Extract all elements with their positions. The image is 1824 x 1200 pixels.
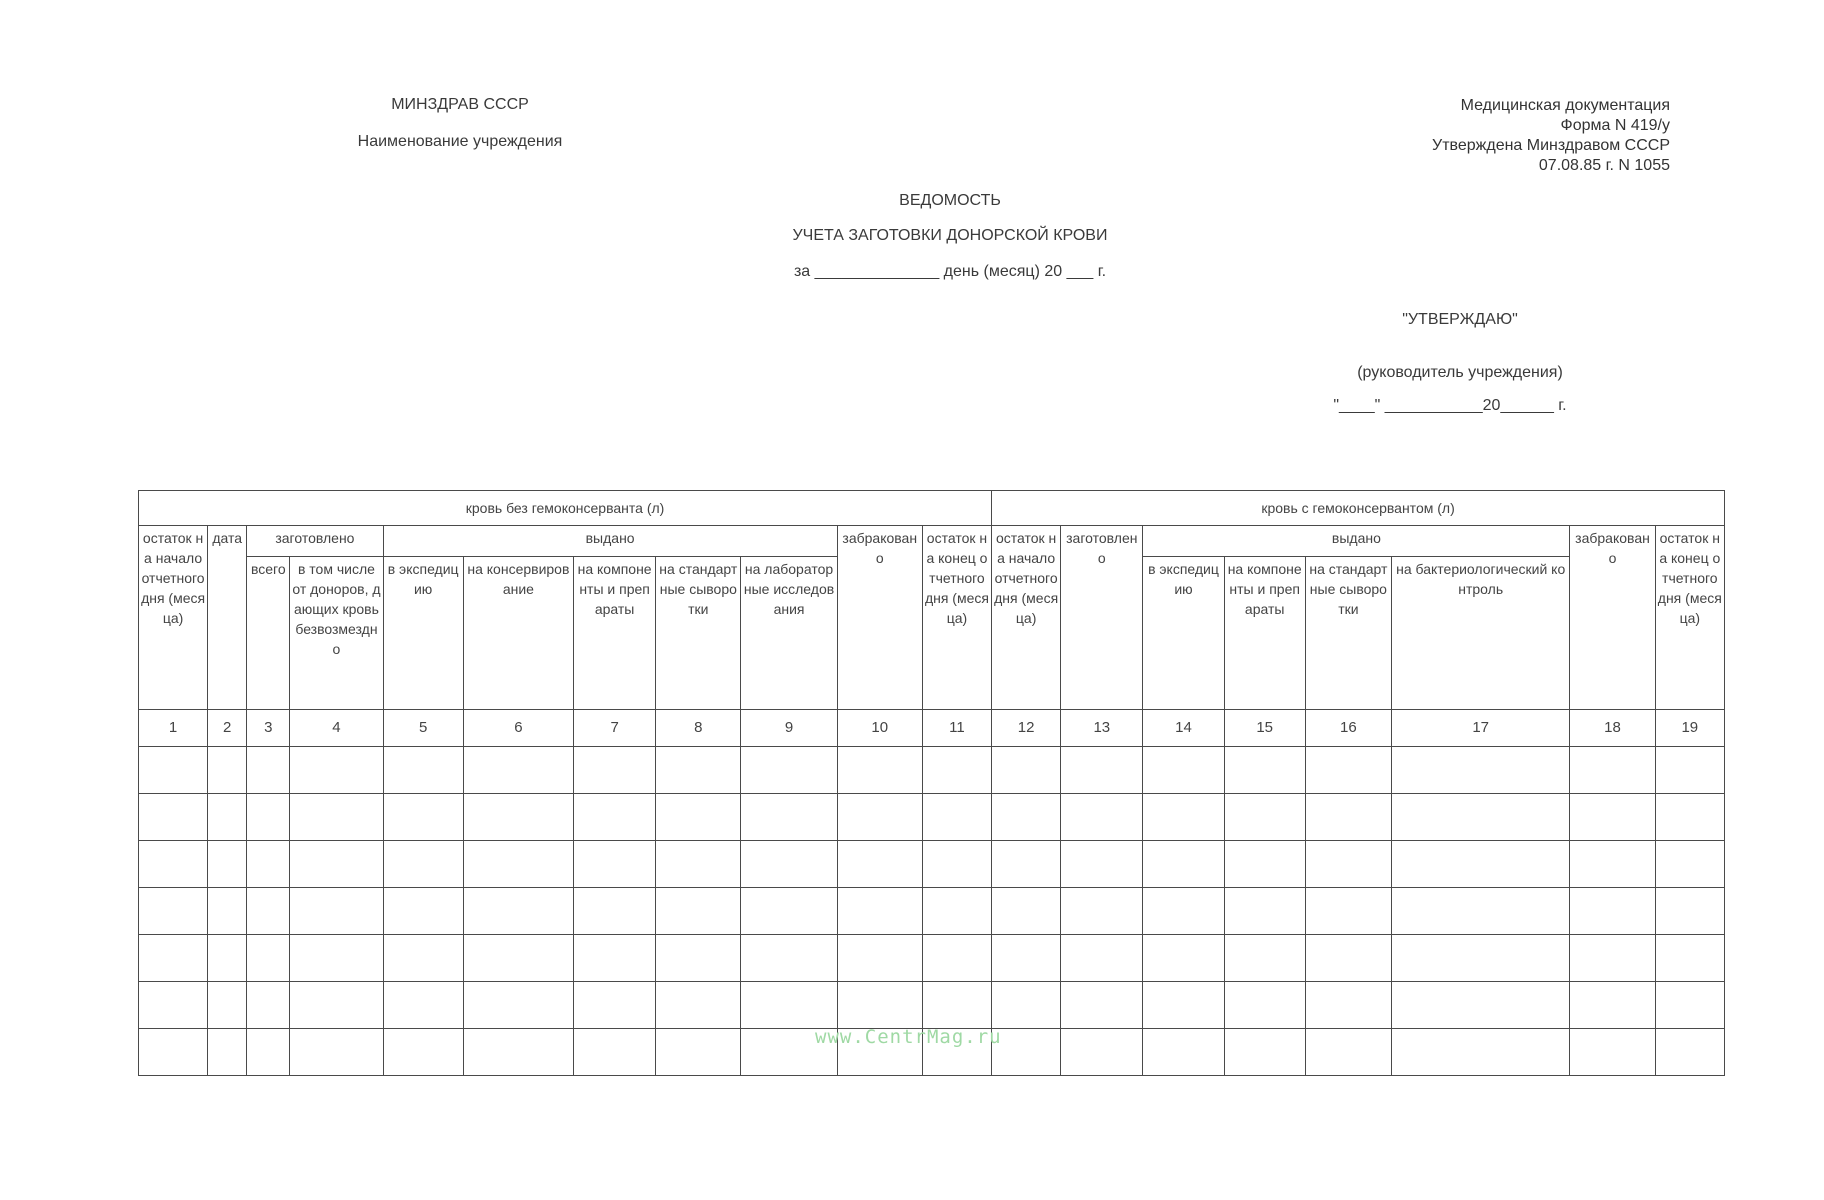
col-balance-start: остаток на начало отчетного дня (месяца)	[139, 526, 208, 710]
column-number: 10	[837, 710, 922, 747]
table-cell[interactable]	[1143, 794, 1224, 841]
col-to-components: на компоненты и препараты	[574, 557, 656, 710]
table-cell[interactable]	[574, 794, 656, 841]
table-cell[interactable]	[139, 1029, 208, 1076]
table-cell[interactable]	[574, 935, 656, 982]
table-cell[interactable]	[247, 982, 290, 1029]
col-procured: заготовлено	[247, 526, 383, 557]
table-cell[interactable]	[290, 794, 383, 841]
table-cell[interactable]	[139, 935, 208, 982]
form-info-line: Утверждена Минздравом СССР	[1432, 137, 1670, 154]
table-cell[interactable]	[837, 935, 922, 982]
table-cell[interactable]	[1061, 841, 1143, 888]
table-cell[interactable]	[1143, 747, 1224, 794]
table-cell[interactable]	[1570, 935, 1655, 982]
table-cell[interactable]	[463, 935, 573, 982]
table-cell[interactable]	[1305, 1029, 1391, 1076]
table-cell[interactable]	[656, 888, 741, 935]
table-cell[interactable]	[656, 794, 741, 841]
table-cell[interactable]	[1061, 935, 1143, 982]
table-cell[interactable]	[1570, 747, 1655, 794]
table-cell[interactable]	[1391, 888, 1569, 935]
col-date: дата	[208, 526, 247, 710]
col-total: всего	[247, 557, 290, 710]
table-cell[interactable]	[1655, 794, 1724, 841]
table-cell[interactable]	[741, 747, 837, 794]
table-cell[interactable]	[741, 935, 837, 982]
col-to-sera-2: на стандартные сыворотки	[1305, 557, 1391, 710]
table-cell[interactable]	[247, 794, 290, 841]
table-cell[interactable]	[1061, 982, 1143, 1029]
column-number: 14	[1143, 710, 1224, 747]
table-cell[interactable]	[1061, 794, 1143, 841]
col-to-bacterio: на бактериологический контроль	[1391, 557, 1569, 710]
table-cell[interactable]	[992, 982, 1061, 1029]
form-info-line: Форма N 419/у	[1560, 117, 1670, 134]
column-number: 15	[1224, 710, 1305, 747]
table-cell[interactable]	[208, 794, 247, 841]
table-cell[interactable]	[290, 935, 383, 982]
table-cell[interactable]	[1655, 935, 1724, 982]
table-cell[interactable]	[290, 1029, 383, 1076]
table-cell[interactable]	[837, 888, 922, 935]
table-cell[interactable]	[247, 888, 290, 935]
col-rejected-2: забраковано	[1570, 526, 1655, 710]
table-cell[interactable]	[463, 794, 573, 841]
table-cell[interactable]	[1305, 794, 1391, 841]
table-cell[interactable]	[247, 935, 290, 982]
period-line: за ______________ день (месяц) 20 ___ г.	[793, 263, 1107, 280]
table-cell[interactable]	[922, 982, 991, 1029]
table-cell[interactable]	[1391, 794, 1569, 841]
table-cell[interactable]	[139, 747, 208, 794]
table-cell[interactable]	[1391, 841, 1569, 888]
table-row	[139, 982, 1725, 1029]
table-cell[interactable]	[1655, 888, 1724, 935]
table-cell[interactable]	[290, 747, 383, 794]
table-cell[interactable]	[1224, 888, 1305, 935]
table-cell[interactable]	[574, 1029, 656, 1076]
table-cell[interactable]	[1655, 747, 1724, 794]
table-cell[interactable]	[922, 794, 991, 841]
ministry-name: МИНЗДРАВ СССР	[391, 96, 529, 113]
col-issued-2: выдано	[1143, 526, 1570, 557]
column-number: 3	[247, 710, 290, 747]
watermark: www.CentrMag.ru	[815, 1026, 1002, 1048]
table-cell[interactable]	[383, 794, 463, 841]
table-cell[interactable]	[1224, 982, 1305, 1029]
table-cell[interactable]	[1143, 935, 1224, 982]
table-cell[interactable]	[290, 888, 383, 935]
table-cell[interactable]	[656, 935, 741, 982]
column-number: 8	[656, 710, 741, 747]
table-row	[139, 794, 1725, 841]
table-cell[interactable]	[741, 888, 837, 935]
table-cell[interactable]	[992, 888, 1061, 935]
approver-label: (руководитель учреждения)	[1357, 364, 1563, 381]
table-cell[interactable]	[922, 747, 991, 794]
table-cell[interactable]	[139, 794, 208, 841]
blood-ledger-table	[138, 490, 1725, 1076]
table-cell[interactable]	[139, 888, 208, 935]
table-cell[interactable]	[837, 982, 922, 1029]
table-cell[interactable]	[1570, 841, 1655, 888]
column-number: 12	[992, 710, 1061, 747]
table-cell[interactable]	[290, 982, 383, 1029]
table-cell[interactable]	[656, 841, 741, 888]
table-cell[interactable]	[1224, 794, 1305, 841]
table-cell[interactable]	[383, 1029, 463, 1076]
group-header-without-preservative: кровь без гемоконсерванта (л)	[139, 491, 992, 526]
table-cell[interactable]	[463, 841, 573, 888]
col-to-components-2: на компоненты и препараты	[1224, 557, 1305, 710]
form-info-line: Медицинская документация	[1460, 97, 1670, 114]
approve-stamp: "УТВЕРЖДАЮ"	[1402, 311, 1518, 328]
table-cell[interactable]	[1655, 841, 1724, 888]
table-cell[interactable]	[1570, 794, 1655, 841]
table-cell[interactable]	[383, 888, 463, 935]
table-cell[interactable]	[139, 982, 208, 1029]
document-subtitle: УЧЕТА ЗАГОТОВКИ ДОНОРСКОЙ КРОВИ	[792, 227, 1108, 244]
table-cell[interactable]	[383, 841, 463, 888]
table-cell[interactable]	[1570, 888, 1655, 935]
column-number: 17	[1391, 710, 1569, 747]
table-cell[interactable]	[1061, 747, 1143, 794]
table-cell[interactable]	[463, 888, 573, 935]
table-cell[interactable]	[247, 841, 290, 888]
table-cell[interactable]	[992, 794, 1061, 841]
table-cell[interactable]	[247, 747, 290, 794]
col-rejected: забраковано	[837, 526, 922, 710]
col-issued: выдано	[383, 526, 837, 557]
table-cell[interactable]	[922, 841, 991, 888]
column-number: 6	[463, 710, 573, 747]
column-number: 18	[1570, 710, 1655, 747]
table-cell[interactable]	[656, 982, 741, 1029]
table-cell[interactable]	[1391, 747, 1569, 794]
table-cell[interactable]	[208, 888, 247, 935]
table-row	[139, 841, 1725, 888]
table-cell[interactable]	[383, 747, 463, 794]
table-cell[interactable]	[1305, 841, 1391, 888]
table-cell[interactable]	[1143, 982, 1224, 1029]
col-balance-start-2: остаток на начало отчетного дня (месяца)	[992, 526, 1061, 710]
table-cell[interactable]	[574, 982, 656, 1029]
table-cell[interactable]	[741, 794, 837, 841]
table-cell[interactable]	[383, 935, 463, 982]
table-cell[interactable]	[574, 888, 656, 935]
table-cell[interactable]	[1143, 1029, 1224, 1076]
table-cell[interactable]	[1655, 1029, 1724, 1076]
form-info	[1280, 96, 1670, 176]
table-cell[interactable]	[139, 841, 208, 888]
col-free-donors: в том числе от доноров, дающих кровь безвозмездно	[290, 557, 383, 710]
table-cell[interactable]	[383, 982, 463, 1029]
table-cell[interactable]	[992, 841, 1061, 888]
table-cell[interactable]	[1305, 982, 1391, 1029]
table-cell[interactable]	[1570, 982, 1655, 1029]
approve-date-line: "____" ___________20______ г.	[1333, 397, 1567, 414]
col-to-expedition: в экспедицию	[383, 557, 463, 710]
table-cell[interactable]	[1655, 982, 1724, 1029]
table-cell[interactable]	[1305, 935, 1391, 982]
table-cell[interactable]	[208, 841, 247, 888]
document-title: ВЕДОМОСТЬ	[899, 192, 1001, 209]
table-cell[interactable]	[1143, 888, 1224, 935]
table-cell[interactable]	[247, 1029, 290, 1076]
table-cell[interactable]	[922, 935, 991, 982]
column-number: 7	[574, 710, 656, 747]
table-cell[interactable]	[1143, 841, 1224, 888]
table-cell[interactable]	[463, 747, 573, 794]
table-cell[interactable]	[1305, 888, 1391, 935]
column-number: 9	[741, 710, 837, 747]
form-info-line: 07.08.85 г. N 1055	[1538, 157, 1670, 174]
group-header-with-preservative: кровь с гемоконсервантом (л)	[992, 491, 1725, 526]
table-cell[interactable]	[1061, 1029, 1143, 1076]
col-balance-end-2: остаток на конец отчетного дня (месяца)	[1655, 526, 1724, 710]
column-number: 16	[1305, 710, 1391, 747]
table-cell[interactable]	[741, 841, 837, 888]
table-cell[interactable]	[1224, 1029, 1305, 1076]
table-cell[interactable]	[208, 982, 247, 1029]
col-procured-2: заготовлено	[1061, 526, 1143, 710]
table-cell[interactable]	[1391, 935, 1569, 982]
table-row	[139, 935, 1725, 982]
table-cell[interactable]	[656, 747, 741, 794]
table-cell[interactable]	[992, 747, 1061, 794]
table-cell[interactable]	[837, 747, 922, 794]
table-cell[interactable]	[1061, 888, 1143, 935]
table-cell[interactable]	[1224, 841, 1305, 888]
col-to-lab: на лабораторные исследования	[741, 557, 837, 710]
table-cell[interactable]	[922, 888, 991, 935]
table-cell[interactable]	[290, 841, 383, 888]
institution-label: Наименование учреждения	[357, 133, 563, 150]
column-numbers-row	[139, 710, 1725, 747]
col-balance-end: остаток на конец отчетного дня (месяца)	[922, 526, 991, 710]
table-cell[interactable]	[1224, 747, 1305, 794]
table-row	[139, 888, 1725, 935]
table-cell[interactable]	[208, 1029, 247, 1076]
col-to-conservation: на консервирование	[463, 557, 573, 710]
column-number: 13	[1061, 710, 1143, 747]
table-cell[interactable]	[208, 935, 247, 982]
table-cell[interactable]	[574, 841, 656, 888]
column-number: 5	[383, 710, 463, 747]
table-cell[interactable]	[208, 747, 247, 794]
table-row	[139, 747, 1725, 794]
column-number: 2	[208, 710, 247, 747]
column-number: 1	[139, 710, 208, 747]
table-cell[interactable]	[1305, 747, 1391, 794]
table-cell[interactable]	[463, 982, 573, 1029]
col-to-expedition-2: в экспедицию	[1143, 557, 1224, 710]
table-cell[interactable]	[656, 1029, 741, 1076]
table-cell[interactable]	[1570, 1029, 1655, 1076]
table-cell[interactable]	[992, 1029, 1061, 1076]
table-cell[interactable]	[837, 841, 922, 888]
table-cell[interactable]	[992, 935, 1061, 982]
table-cell[interactable]	[1391, 982, 1569, 1029]
column-number: 11	[922, 710, 991, 747]
column-number: 4	[290, 710, 383, 747]
table-cell[interactable]	[1224, 935, 1305, 982]
table-cell[interactable]	[837, 794, 922, 841]
column-number: 19	[1655, 710, 1724, 747]
col-to-sera: на стандартные сыворотки	[656, 557, 741, 710]
table-cell[interactable]	[741, 982, 837, 1029]
table-cell[interactable]	[1391, 1029, 1569, 1076]
table-cell[interactable]	[574, 747, 656, 794]
table-cell[interactable]	[463, 1029, 573, 1076]
